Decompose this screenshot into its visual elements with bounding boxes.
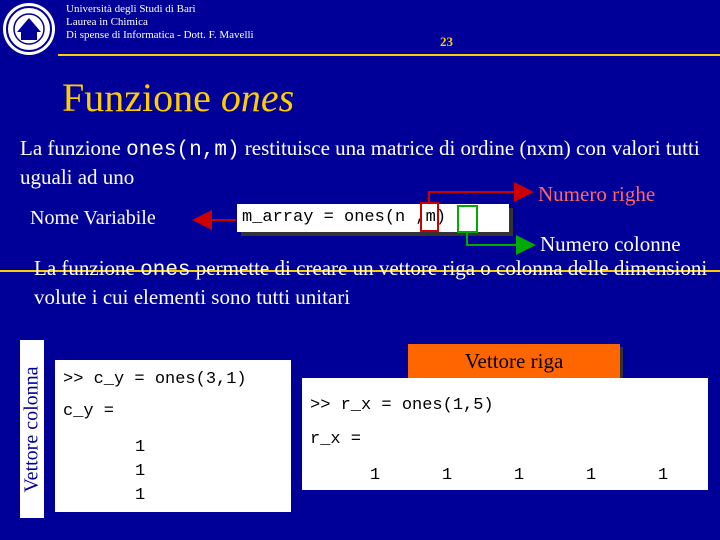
intro-code: ones(n,m) — [126, 139, 240, 162]
column-vector-label-text: Vettore colonna — [20, 365, 43, 493]
header-degree: Laurea in Chimica — [66, 16, 148, 28]
title-italic: ones — [220, 75, 295, 120]
header-course: Di spense di Informatica - Dott. F. Mavelli — [66, 29, 254, 41]
header-university: Università degli Studi di Bari — [66, 3, 196, 15]
example-code-box: m_array = ones(n ,m) — [237, 204, 509, 232]
row-command: >> r_x = ones(1,5) — [310, 396, 494, 415]
row-value: 1 — [658, 466, 669, 485]
intro-text-1: La funzione — [20, 136, 127, 160]
title-prefix: Funzione — [62, 75, 221, 120]
column-vector-console — [55, 360, 291, 512]
variable-name-label: Nome Variabile — [30, 207, 156, 229]
rows-label: Numero righe — [538, 182, 656, 206]
slide-title — [62, 74, 294, 121]
university-seal-icon — [2, 2, 56, 56]
row-value: 1 — [442, 466, 453, 485]
header-divider — [58, 54, 720, 56]
second-code: ones — [140, 259, 191, 282]
second-paragraph — [34, 255, 714, 310]
column-command: >> c_y = ones(3,1) — [63, 370, 247, 389]
column-value: 1 — [135, 438, 146, 457]
row-value: 1 — [586, 466, 597, 485]
column-result-name: c_y = — [63, 402, 115, 421]
intro-text-2: restituisce una matrice di ordine (nxm) con valori tutti uguali ad uno — [20, 136, 700, 189]
row-vector-console — [302, 378, 708, 490]
row-result-name: r_x = — [310, 430, 362, 449]
page-number: 23 — [440, 34, 453, 49]
header-text — [66, 3, 254, 42]
row-vector-label: Vettore riga — [408, 344, 620, 378]
column-value: 1 — [135, 486, 146, 505]
row-value: 1 — [370, 466, 381, 485]
row-value: 1 — [514, 466, 525, 485]
second-text-1: La funzione — [34, 256, 141, 280]
second-text-2: permette di creare un vettore riga o colonna delle dimensioni volute i cui elementi sono tutti unitari — [34, 256, 708, 309]
columns-label: Numero colonne — [540, 232, 681, 256]
column-value: 1 — [135, 462, 146, 481]
column-vector-label — [20, 340, 44, 518]
